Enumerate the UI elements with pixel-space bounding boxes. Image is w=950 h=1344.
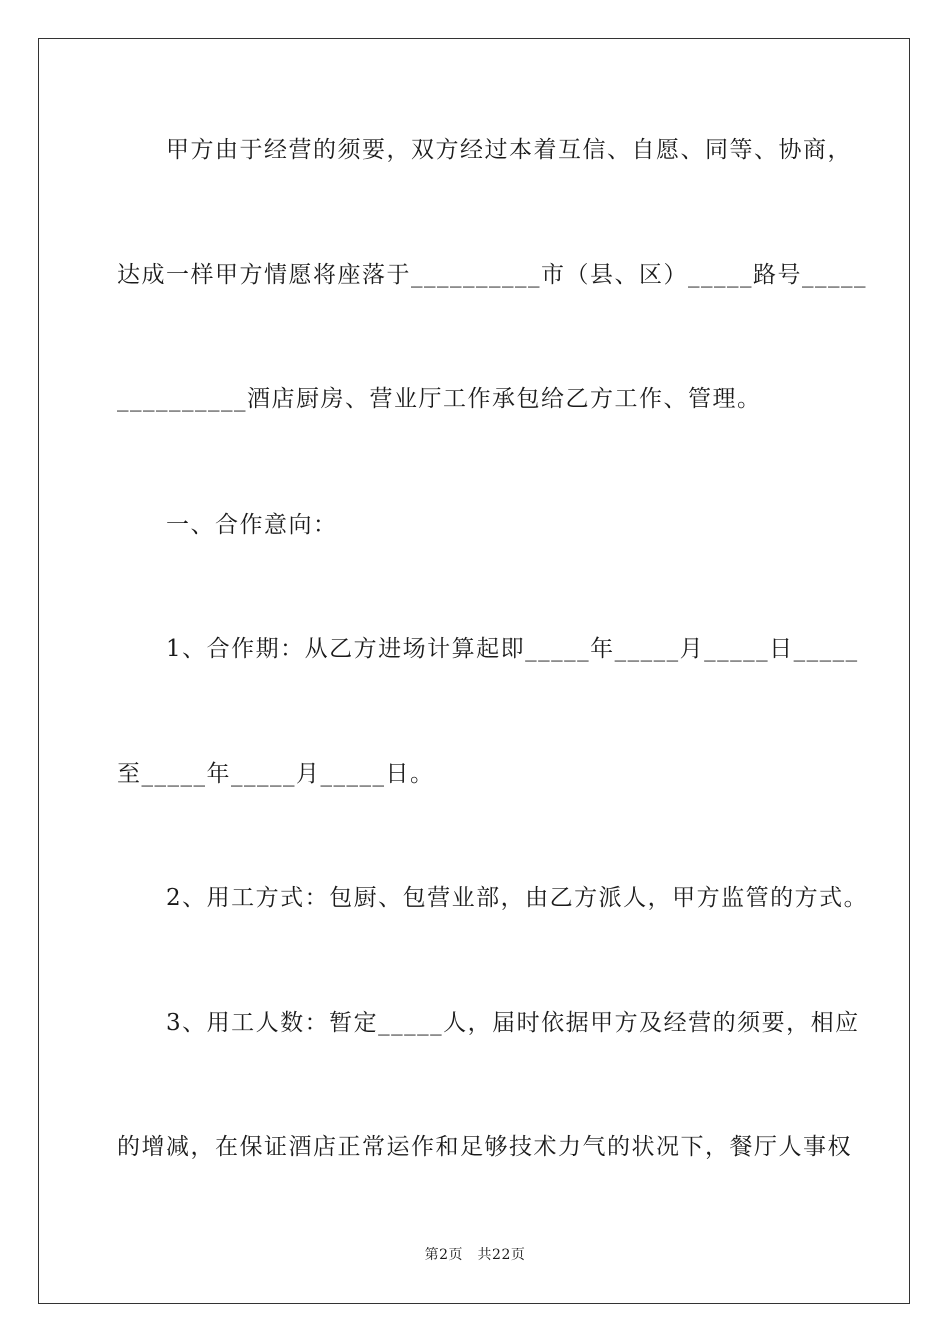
paragraph-intro-line-2: 达成一样甲方情愿将座落于__________市（县、区）_____路号_____ — [117, 262, 867, 288]
page-border — [38, 38, 910, 1304]
page-number-footer: 第2页 共22页 — [424, 1247, 526, 1263]
paragraph-intro-line-3: __________酒店厨房、营业厅工作承包给乙方工作、管理。 — [117, 386, 762, 412]
clause-3-line-2: 的增减，在保证酒店正常运作和足够技术力气的状况下，餐厅人事权 — [117, 1134, 852, 1160]
clause-1-line-2: 至_____年_____月_____日。 — [117, 761, 435, 787]
clause-1-line-1: 1、合作期：从乙方进场计算起即_____年_____月_____日_____ — [117, 636, 859, 662]
clause-2-line-1: 2、用工方式：包厨、包营业部，由乙方派人，甲方监管的方式。 — [117, 885, 869, 911]
paragraph-intro-line-1: 甲方由于经营的须要，双方经过本着互信、自愿、同等、协商， — [117, 137, 852, 163]
section-heading-cooperation: 一、合作意向： — [117, 512, 338, 538]
clause-3-line-1: 3、用工人数：暂定_____人，届时依据甲方及经营的须要，相应 — [117, 1010, 860, 1036]
